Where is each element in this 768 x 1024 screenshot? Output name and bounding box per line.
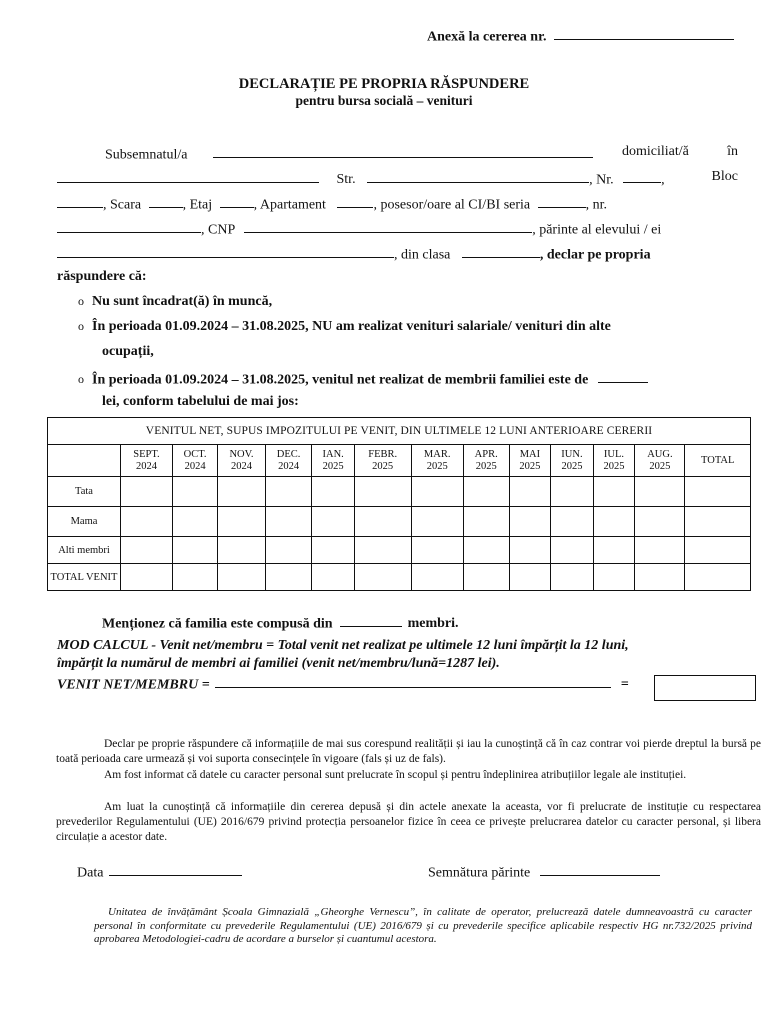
net-income-field[interactable]: [215, 674, 611, 688]
family-line: [102, 613, 459, 632]
row-label: Alti membri: [48, 537, 121, 564]
income-cell[interactable]: [411, 477, 463, 507]
bullet-2: o În perioada 01.09.2024 – 31.08.2025, NU am realizat venituri salariale/ venituri din alte: [78, 319, 611, 334]
date-line: [77, 862, 242, 881]
month-cell: NOV. 2024: [218, 445, 266, 477]
label-bloc: Bloc: [711, 169, 738, 184]
income-cell[interactable]: [411, 537, 463, 564]
cnp-field[interactable]: [244, 219, 532, 233]
bullet-1: o Nu sunt încadrat(ă) în muncă,: [78, 294, 273, 309]
income-cell[interactable]: [172, 564, 217, 591]
income-cell[interactable]: [551, 507, 593, 537]
bloc-field[interactable]: [57, 194, 103, 208]
income-cell[interactable]: [635, 537, 685, 564]
income-cell[interactable]: [593, 477, 635, 507]
income-cell[interactable]: [509, 564, 551, 591]
label-apartament: , Apartament: [253, 197, 326, 213]
income-cell[interactable]: [265, 507, 312, 537]
income-table: [47, 417, 751, 591]
family-members-field[interactable]: [340, 613, 402, 627]
month-cell: FEBR. 2025: [354, 445, 411, 477]
income-cell[interactable]: [411, 507, 463, 537]
income-cell[interactable]: [593, 507, 635, 537]
income-cell[interactable]: [312, 477, 354, 507]
gdpr-footer: Unitatea de învățământ Școala Gimnazială „Gheorghe Vernescu”, în calitate de operator, prelucrează datele dumneavoastră cu caracter personal în conformitate cu prevederile Regulamentului (UE) 2016/679 și cu prevederile specifice aplicabile respectiv HG nr.732/2025 privind aprobarea Metodologiei-cadru de acordare a burselor și cuantumul acestora.: [94, 906, 752, 945]
identity-line-1: [105, 144, 738, 163]
income-cell[interactable]: [509, 537, 551, 564]
total-cell[interactable]: [685, 537, 751, 564]
label-raspundere: răspundere că:: [57, 269, 147, 284]
identity-line-5: [57, 244, 738, 263]
row-label: Tata: [48, 477, 121, 507]
label-scara: , Scara: [103, 197, 142, 213]
income-cell[interactable]: [551, 537, 593, 564]
signature-line: [428, 862, 660, 881]
month-cell: MAI 2025: [509, 445, 551, 477]
bullet-1-text: Nu sunt încadrat(ă) în muncă,: [92, 294, 273, 309]
apartament-field[interactable]: [337, 194, 373, 208]
income-cell[interactable]: [172, 537, 217, 564]
class-field[interactable]: [462, 244, 540, 258]
label-posesor: , posesor/oare al CI/BI seria: [373, 197, 531, 213]
month-cell: DEC. 2024: [265, 445, 312, 477]
page-subtitle: pentru bursa socială – venituri: [295, 93, 473, 108]
signature-label: Semnătura părinte: [428, 865, 531, 881]
declaration-paragraph-3: Am luat la cunoștință că informațiile din cererea depusă și din actele anexate la aceasta, vor fi prelucrate de instituție cu respectarea prevederilor Regulamentului (UE) 2016/679 privind protecția persoanelor fizice în ceea ce privește prelucrarea datelor cu caracter personal, și libera circulație a acestor date.: [56, 801, 761, 843]
income-cell[interactable]: [172, 477, 217, 507]
locality-field[interactable]: [57, 169, 319, 183]
income-cell[interactable]: [354, 507, 411, 537]
label-domiciliat: domiciliat/ă: [622, 144, 689, 159]
annex-label: Anexă la cererea nr.: [427, 29, 547, 45]
identity-line-3: [57, 194, 738, 213]
declaration-paragraph-2: Am fost informat că datele cu caracter personal sunt prelucrate în scopul și pentru îndeplinirea atribuțiilor legale ale instituției.: [104, 769, 687, 781]
bullet-3-text: În perioada 01.09.2024 – 31.08.2025, venitul net realizat de membrii familiei este de: [92, 372, 589, 388]
bullet-3: o În perioada 01.09.2024 – 31.08.2025, venitul net realizat de membrii familiei este de: [78, 369, 648, 388]
ci-series-field[interactable]: [538, 194, 586, 208]
label-in: în: [727, 144, 738, 159]
declaration-paragraph-1: Declar pe proprie răspundere că informațiile de mai sus corespund realității și iau la cunoștință că în caz contrar voi pierde dreptul la bursă pe toată perioada care urmează și voi suporta consecințele în vigoare (fals și uz de fals).: [56, 738, 761, 765]
income-cell[interactable]: [121, 564, 173, 591]
month-cell: AUG. 2025: [635, 445, 685, 477]
corner-cell: [48, 445, 121, 477]
income-cell[interactable]: [121, 537, 173, 564]
income-cell[interactable]: [218, 507, 266, 537]
calc-line-2: împărțit la numărul de membri ai familiei (venit net/membru/lună=1287 lei).: [57, 656, 500, 671]
income-cell[interactable]: [312, 507, 354, 537]
month-cell: IUL. 2025: [593, 445, 635, 477]
month-cell: MAR. 2025: [411, 445, 463, 477]
income-table-header: VENITUL NET, SUPUS IMPOZITULUI PE VENIT, DIN ULTIMELE 12 LUNI ANTERIOARE CERERII: [48, 418, 751, 445]
result-box[interactable]: [654, 675, 756, 701]
street-number-field[interactable]: [623, 169, 661, 183]
calc-line-1: MOD CALCUL - Venit net/membru = Total venit net realizat pe ultimele 12 luni împărțit la 12 luni,: [57, 638, 629, 653]
income-cell[interactable]: [593, 537, 635, 564]
label-din-clasa: , din clasa: [394, 247, 451, 263]
month-cell: IAN. 2025: [312, 445, 354, 477]
month-cell: OCT. 2024: [172, 445, 217, 477]
calc-line-3: [57, 674, 629, 693]
income-cell[interactable]: [172, 507, 217, 537]
income-cell[interactable]: [463, 537, 509, 564]
label-parinte: , părinte al elevului / ei: [532, 222, 662, 238]
bullet-2-cont: ocupații,: [102, 344, 154, 359]
months-row: [48, 445, 751, 477]
scara-field[interactable]: [149, 194, 183, 208]
table-row: [48, 564, 751, 591]
table-row: [48, 477, 751, 507]
total-cell[interactable]: [685, 507, 751, 537]
label-nr: , Nr.: [589, 172, 614, 188]
ci-number-field[interactable]: [57, 219, 201, 233]
row-label: Mama: [48, 507, 121, 537]
income-cell[interactable]: [218, 537, 266, 564]
label-nr2: , nr.: [585, 197, 608, 213]
income-cell[interactable]: [218, 477, 266, 507]
family-label: Menționez că familia este compusă din: [102, 616, 333, 632]
month-cell: APR. 2025: [463, 445, 509, 477]
income-cell[interactable]: [354, 537, 411, 564]
identity-line-2: Str. , Nr. , Bloc: [57, 169, 738, 188]
street-field[interactable]: [367, 169, 589, 183]
label-str: Str.: [336, 172, 356, 188]
income-cell[interactable]: [551, 477, 593, 507]
calc-label: VENIT NET/MEMBRU =: [57, 677, 210, 693]
income-cell[interactable]: [593, 564, 635, 591]
income-cell[interactable]: [354, 477, 411, 507]
bullet-2-text: În perioada 01.09.2024 – 31.08.2025, NU am realizat venituri salariale/ venituri din alte: [92, 319, 611, 334]
income-cell[interactable]: [265, 537, 312, 564]
etaj-field[interactable]: [220, 194, 254, 208]
label-etaj: , Etaj: [182, 197, 213, 213]
income-cell[interactable]: [121, 507, 173, 537]
month-cell: SEPT. 2024: [121, 445, 173, 477]
income-cell[interactable]: [463, 507, 509, 537]
label-cnp: , CNP: [201, 222, 235, 238]
family-income-field[interactable]: [598, 369, 648, 383]
income-cell[interactable]: [354, 564, 411, 591]
income-cell[interactable]: [411, 564, 463, 591]
annex-line: [427, 26, 734, 45]
row-label: TOTAL VENIT: [48, 564, 121, 591]
income-cell[interactable]: [218, 564, 266, 591]
total-col-header: TOTAL: [685, 445, 751, 477]
signature-field[interactable]: [540, 862, 660, 876]
label-declar: , declar pe propria: [539, 247, 651, 263]
page-title: DECLARAȚIE PE PROPRIA RĂSPUNDERE: [238, 76, 530, 92]
income-cell[interactable]: [121, 477, 173, 507]
income-cell[interactable]: [312, 537, 354, 564]
label-subsemnatul: Subsemnatul/a: [105, 147, 188, 163]
table-row: [48, 537, 751, 564]
income-cell[interactable]: [509, 477, 551, 507]
income-cell[interactable]: [463, 564, 509, 591]
total-cell[interactable]: [685, 564, 751, 591]
income-cell[interactable]: [509, 507, 551, 537]
date-field[interactable]: [109, 862, 242, 876]
income-cell[interactable]: [265, 564, 312, 591]
date-label: Data: [77, 865, 104, 881]
income-cell[interactable]: [635, 564, 685, 591]
identity-line-4: [57, 219, 738, 238]
table-row: [48, 507, 751, 537]
income-cell[interactable]: [635, 477, 685, 507]
student-name-field[interactable]: [57, 244, 394, 258]
income-cell[interactable]: [635, 507, 685, 537]
income-cell[interactable]: [265, 477, 312, 507]
bullet-3-cont: lei, conform tabelului de mai jos:: [102, 394, 299, 409]
month-cell: IUN. 2025: [551, 445, 593, 477]
income-cell[interactable]: [551, 564, 593, 591]
family-suffix: membri.: [407, 616, 459, 632]
name-field[interactable]: [213, 144, 593, 158]
income-cell[interactable]: [312, 564, 354, 591]
total-cell[interactable]: [685, 477, 751, 507]
annex-number-field[interactable]: [554, 26, 734, 40]
income-cell[interactable]: [463, 477, 509, 507]
equals-sign: =: [620, 677, 629, 693]
